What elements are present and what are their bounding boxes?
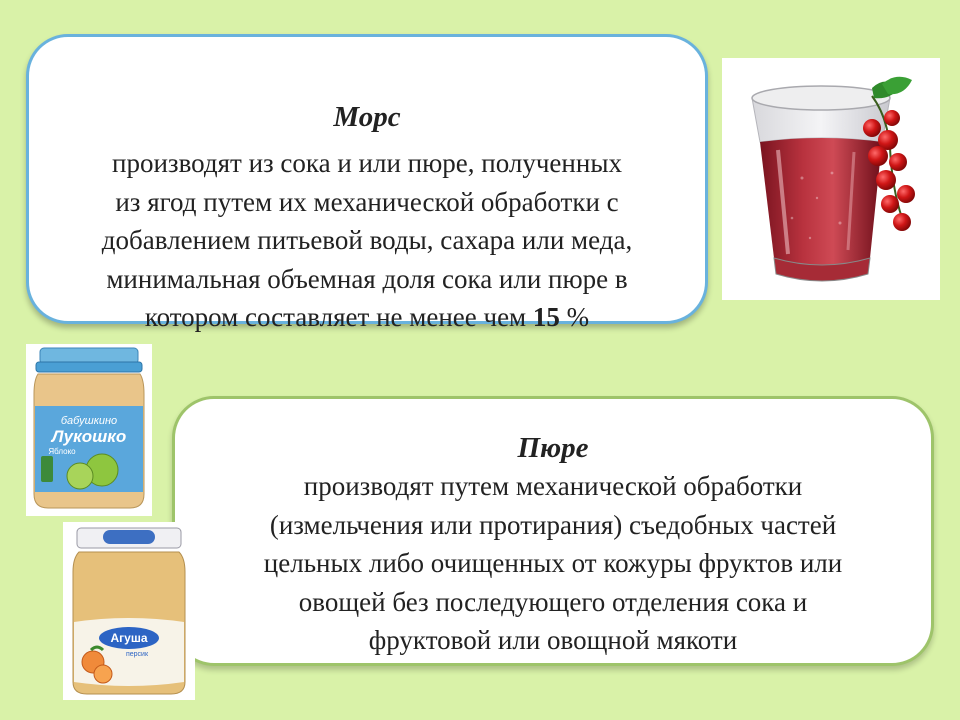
mors-card	[26, 34, 708, 332]
pure-line: цельных либо очищенных от кожуры фруктов или	[263, 548, 843, 578]
jar2-flavor: персик	[125, 651, 149, 658]
jar2-brand: Агуша	[110, 631, 148, 645]
mors-line: добавлением питьевой воды, сахара или меда,	[101, 225, 633, 255]
mors-line-prefix: котором составляет не менее чем	[144, 302, 533, 332]
glass-with-currants-illustration	[722, 58, 940, 300]
pure-description	[191, 467, 915, 660]
peach-jar-illustration	[63, 522, 195, 700]
mors-description	[47, 144, 687, 337]
mors-line: минимальная объемная доля сока или пюре в	[106, 263, 628, 294]
pure-card	[172, 396, 934, 666]
jar1-brand-top: бабушкино	[60, 415, 118, 427]
peach-puree-jar-photo	[63, 522, 195, 700]
pure-line: производят путем механической обработки	[303, 471, 803, 501]
apple-jar-illustration	[26, 344, 152, 516]
mors-line: производят из сока и или пюре, полученных	[112, 148, 622, 178]
pure-line: (измельчения или протирания) съедобных частей	[269, 509, 837, 540]
mors-line-suffix: %	[559, 302, 590, 332]
pure-line: овощей без последующего отделения сока и	[298, 586, 808, 617]
pure-title: Пюре	[517, 432, 589, 464]
mors-glass-photo	[722, 58, 940, 300]
mors-line	[47, 298, 687, 337]
mors-line: из ягод путем их механической обработки с	[115, 186, 619, 217]
jar1-flavor: Яблоко	[48, 447, 76, 456]
jar1-brand-main: Лукошко	[51, 427, 127, 446]
mors-title: Морс	[333, 101, 401, 133]
apple-puree-jar-photo	[26, 344, 152, 516]
pure-line: фруктовой или овощной мякоти	[368, 625, 738, 655]
mors-juice-percent: 15	[532, 302, 560, 332]
